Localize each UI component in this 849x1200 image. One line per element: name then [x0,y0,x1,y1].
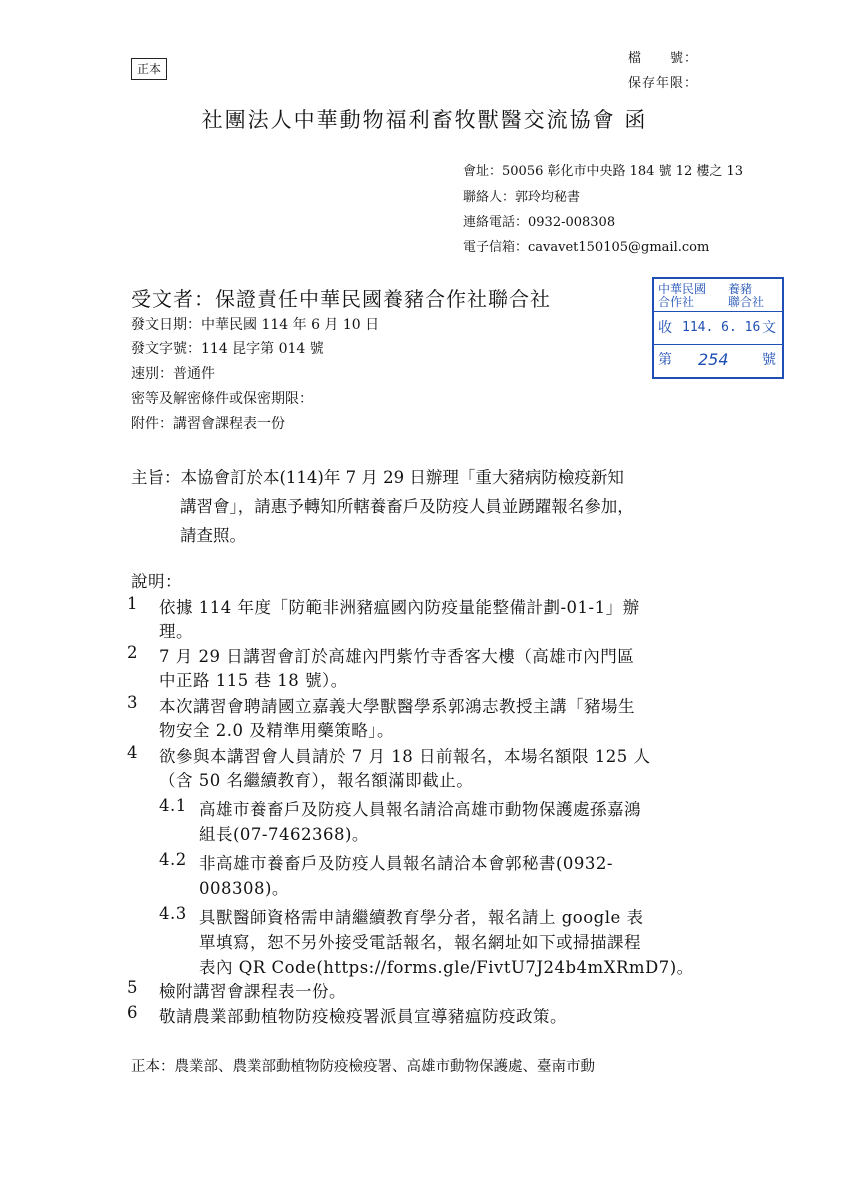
item-number: 6 [127,1003,138,1022]
stamp-number: 254 [698,350,729,369]
sub-item-number: 4.2 [159,850,187,869]
sub-item-number: 4.1 [159,796,187,815]
retention-period-label: 保存年限： [628,76,699,91]
stamp-line2a: 合作社 [658,295,695,309]
item-text: 檢附講習會課程表一份。 [159,982,346,1001]
issue-date: 發文日期：中華民國 114 年 6 月 10 日 [131,317,380,333]
contact-phone: 連絡電話：0932-008308 [463,215,616,230]
stamp-date-row [654,312,782,345]
stamp-number-char: 號 [762,352,776,368]
item-number: 3 [127,693,138,712]
subject-line-2: 講習會」，請惠予轉知所轄養畜戶及防疫人員並踴躍報名參加， [180,497,634,516]
stamp-line2b: 聯合社 [728,295,765,309]
stamp-org-row [654,281,782,312]
item-text-cont: 物安全 2.0 及精準用藥策略」。 [159,721,394,740]
subject-line-3: 請查照。 [180,526,246,545]
file-number-label: 檔 號： [628,51,699,66]
stamp-doc-char: 文 [762,320,776,336]
item-number: 4 [127,743,138,762]
item-text-cont: 理。 [159,622,193,641]
stamp-line1b: 養豬 [728,282,753,296]
item-number: 2 [127,643,138,662]
item-text: 7 月 29 日講習會訂於高雄內門紫竹寺香客大樓（高雄市內門區 [159,647,635,666]
item-text: 依據 114 年度「防範非洲豬瘟國內防疫量能整備計劃-01-1」辦 [159,598,640,617]
document-title: 社團法人中華動物福利畜牧獸醫交流協會 函 [201,108,648,132]
stamp-line1a: 中華民國 [658,282,707,296]
delivery-speed: 速別：普通件 [131,366,215,382]
contact-email: 電子信箱：cavavet150105@gmail.com [463,240,710,255]
document-number: 發文字號：114 昆字第 014 號 [131,341,324,357]
explanation-heading: 說明： [131,572,182,591]
original-copy-label: 正本 [131,58,167,80]
stamp-date: 114. 6. 16 [682,320,761,335]
stamp-number-row [654,345,782,375]
item-text: 敬請農業部動植物防疫檢疫署派員宣導豬瘟防疫政策。 [159,1007,567,1026]
sub-item-text-cont: 組長(07-7462368)。 [199,825,369,844]
recipient: 受文者：保證責任中華民國養豬合作社聯合社 [131,287,551,311]
sub-item-text: 非高雄市養畜戶及防疫人員報名請洽本會郭秘書(0932- [199,854,614,873]
subject-line-1: 主旨：本協會訂於本(114)年 7 月 29 日辦理「重大豬病防檢疫新知 [131,468,624,487]
item-text: 本次講習會聘請國立嘉義大學獸醫學系郭鴻志教授主講「豬場生 [159,697,635,716]
sub-item-text-cont: 單填寫，恕不另外接受電話報名，報名網址如下或掃描課程 [199,933,641,952]
secrecy-level: 密等及解密條件或保密期限： [131,391,313,407]
item-number: 1 [127,594,138,613]
stamp-receive-char: 收 [658,320,672,336]
item-text-cont: 中正路 115 巷 18 號）。 [159,671,348,690]
receipt-stamp [652,277,784,379]
attachment: 附件：講習會課程表一份 [131,416,285,432]
item-text-cont: （含 50 名繼續教育），報名額滿即截止。 [159,771,474,790]
stamp-ordinal-char: 第 [658,352,672,368]
item-number: 5 [127,978,138,997]
sub-item-number: 4.3 [159,904,187,923]
sub-item-text: 高雄市養畜戶及防疫人員報名請洽高雄市動物保護處孫嘉鴻 [199,800,641,819]
sub-item-text: 具獸醫師資格需申請繼續教育學分者，報名請上 google 表 [199,908,644,927]
item-text: 欲參與本講習會人員請於 7 月 18 日前報名，本場名額限 125 人 [159,747,651,766]
contact-address: 會址：50056 彰化市中央路 184 號 12 樓之 13 [463,164,744,179]
contact-person: 聯絡人：郭玲均秘書 [463,190,581,205]
sub-item-text-cont: 表內 QR Code(https://forms.gle/FivtU7J24b4mXRmD7)。 [199,958,694,977]
distribution-list: 正本：農業部、農業部動植物防疫檢疫署、高雄市動物保護處、臺南市動 [131,1059,595,1075]
sub-item-text-cont: 008308)。 [199,879,289,898]
